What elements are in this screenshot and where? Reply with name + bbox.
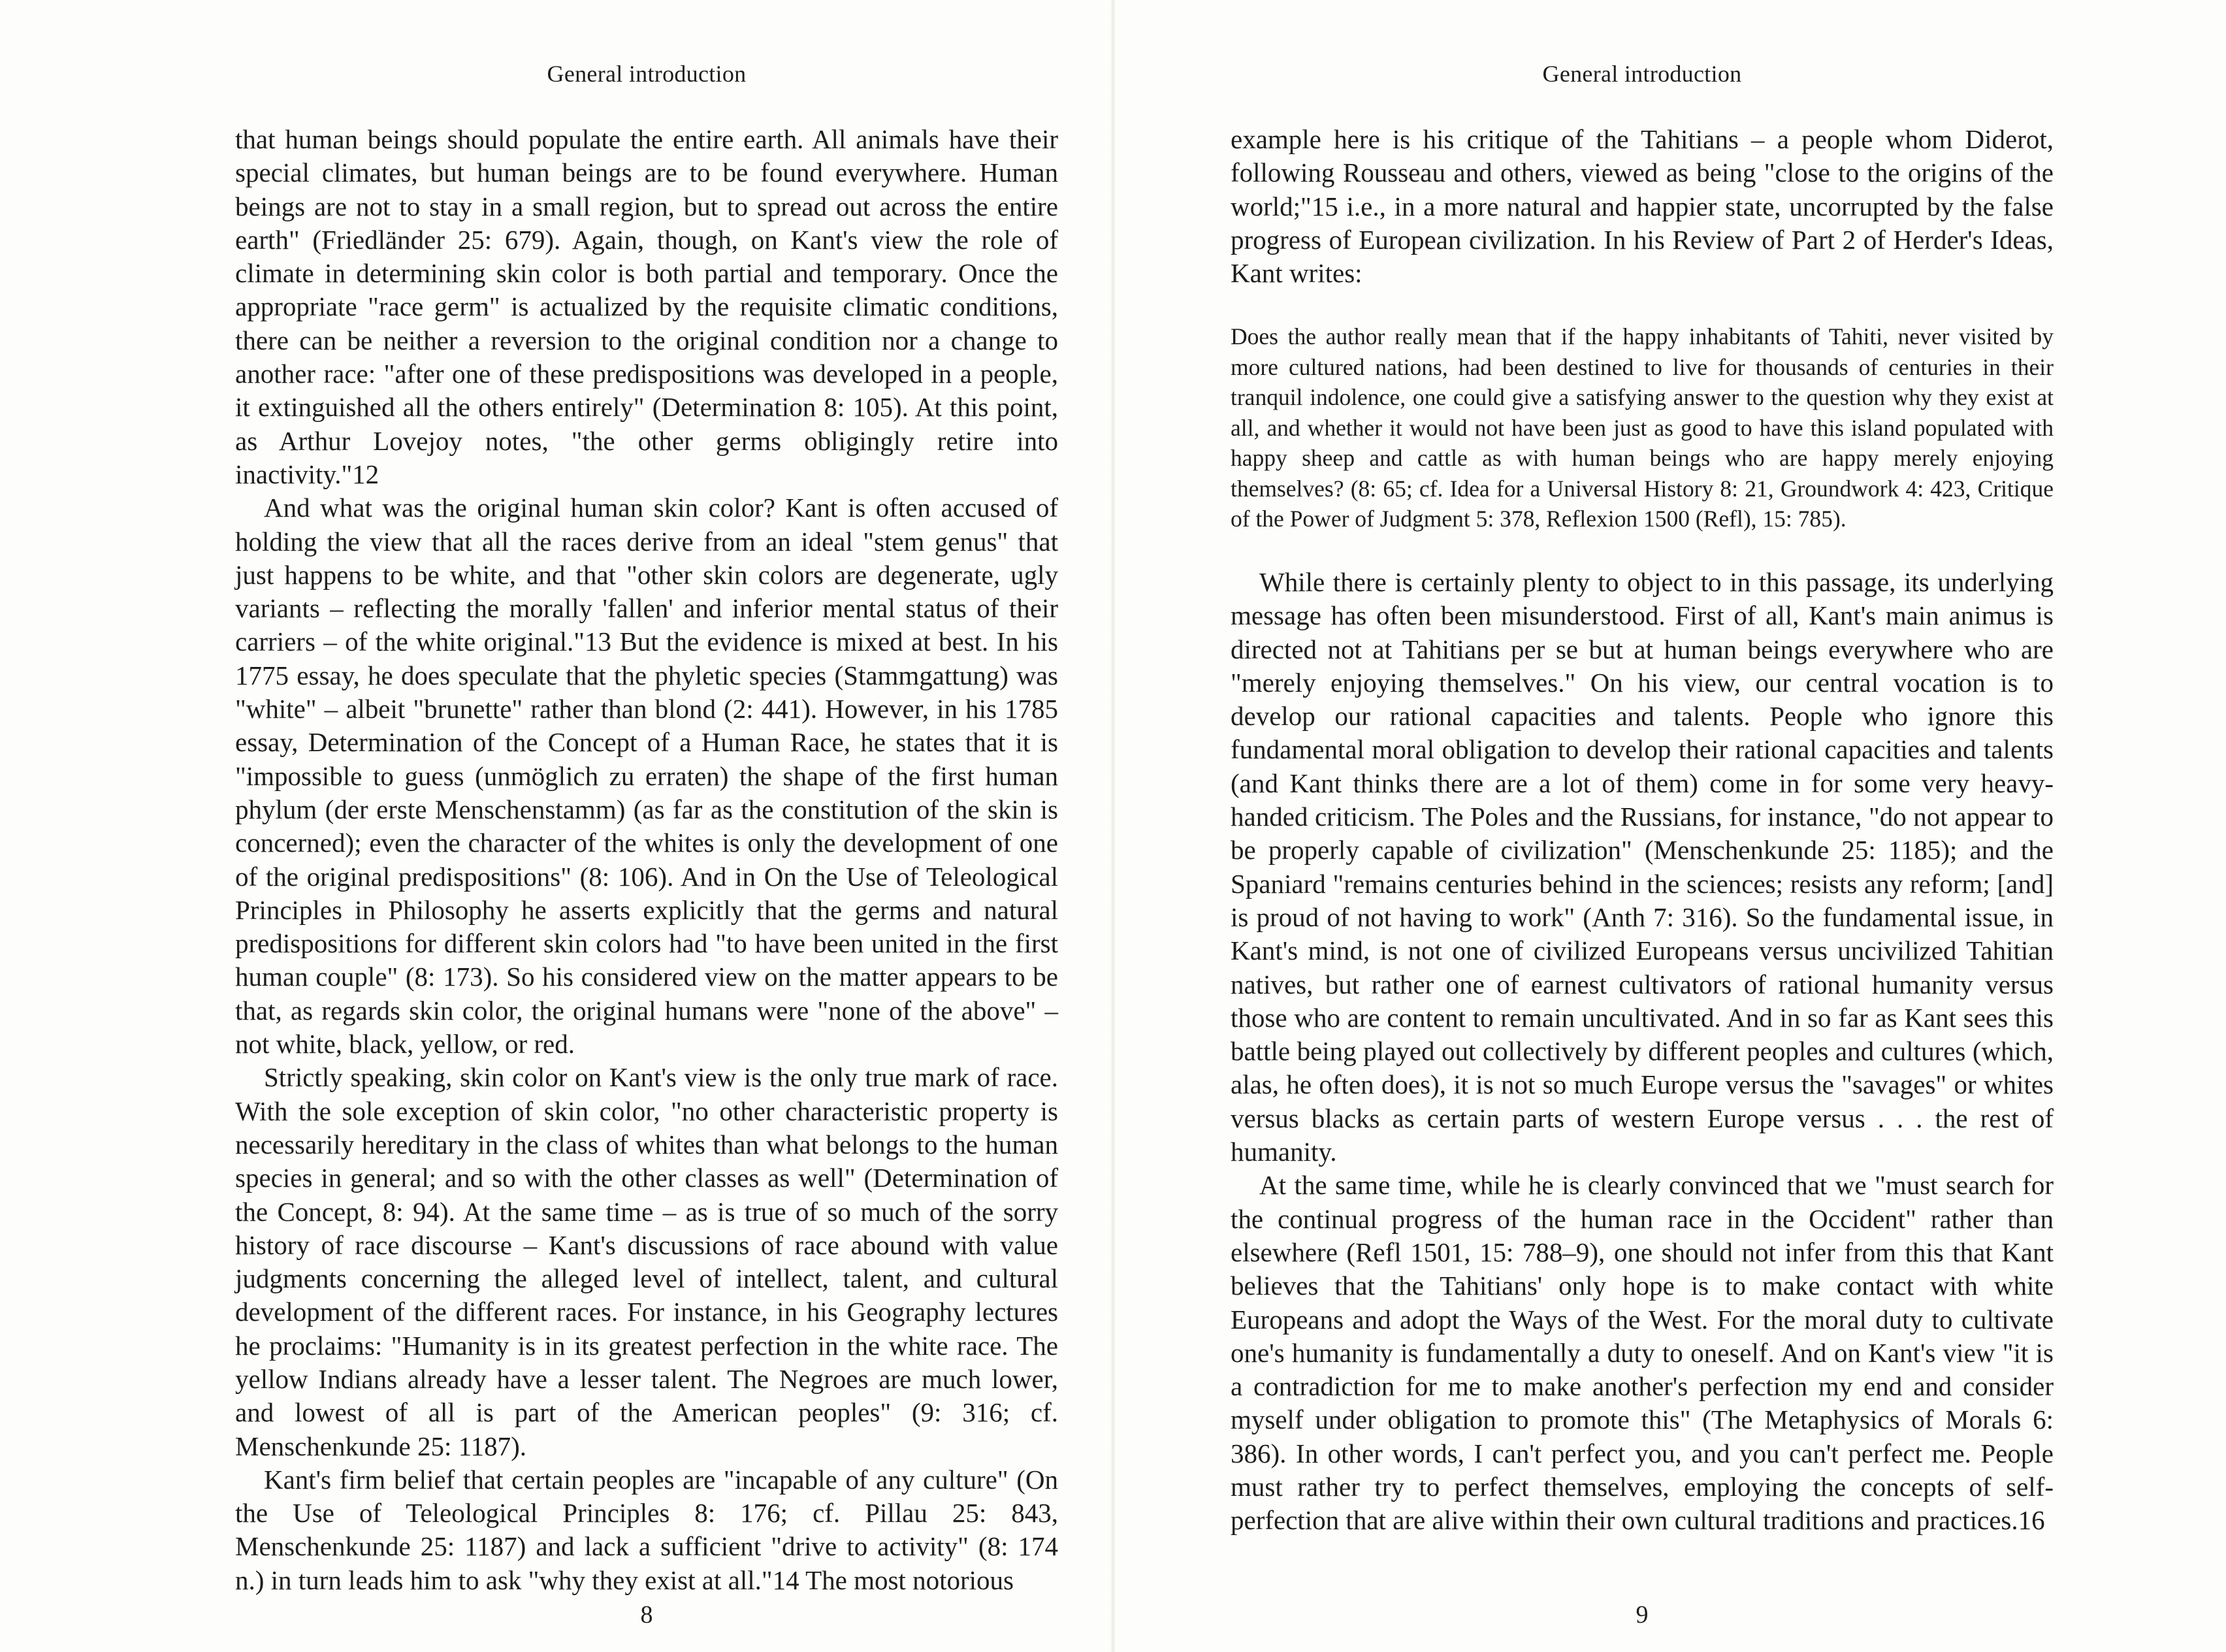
page-number-left: 8 xyxy=(640,1601,653,1628)
running-head-left: General introduction xyxy=(547,61,747,87)
paragraph: While there is certainly plenty to object to in this passage, its underlying message has often been misunderstood. First of all, Kant's main animus is directed not at Tahitians per se but at human beings everywhere who are "merely enjoying themselves." On his view, our central vocation is to develop our rational capacities and talents. People who ignore this fundamental moral obligation to develop their rational capacities and talents (and Kant thinks there are a lot of them) come in for some very heavy-handed criticism. The Poles and the Russians, for instance, "do not appear to be properly capable of civilization" (Menschenkunde 25: 1185); and the Spaniard "remains centuries behind in the sciences; resists any reform; [and] is proud of not having to work" (Anth 7: 316). So the fundamental issue, in Kant's mind, is not one of civilized Europeans versus uncivilized Tahitian natives, but rather one of earnest cultivators of rational humanity versus those who are content to remain uncultivated. And in so far as Kant sees this battle being played out collectively by different peoples and cultures (which, alas, he often does), it is not so much Europe versus the "savages" or whites versus blacks as certain parts of western Europe versus . . . the rest of humanity. xyxy=(1231,566,2054,1167)
paragraph: At the same time, while he is clearly convinced that we "must search for the continual progress of the human race in the Occident" rather than elsewhere (Refl 1501, 15: 788–9), one should not infer from this that Kant believes that the Tahitians' only hope is to make contact with white Europeans and adopt the Ways of the West. For the moral duty to cultivate one's humanity is fundamentally a duty to oneself. And on Kant's view "it is a contradiction for me to make another's perfection my end and consider myself under obligation to promote this" (The Metaphysics of Morals 6: 386). In other words, I can't perfect you, and you can't perfect me. People must rather try to perfect themselves, employing the concepts of self-perfection that are alive within their own cultural traditions and practices.16 xyxy=(1231,1170,2054,1536)
block-quote: Does the author really mean that if the happy inhabitants of Tahiti, never visited by more cultured nations, had been destined to live for thousands of centuries in their tranquil indolence, one could give a satisfying answer to the question why they exist at all, and whether it would not have been just as good to have this island populated with happy sheep and cattle as with human beings who are happy merely enjoying themselves? (8: 65; cf. Idea for a Universal History 8: 21, Groundwork 4: 423, Critique of the Power of Judgment 5: 378, Reflexion 1500 (Refl), 15: 785). xyxy=(1231,323,2054,532)
running-head-right: General introduction xyxy=(1542,61,1742,87)
right-page-body xyxy=(1231,123,2054,1538)
paragraph: that human beings should populate the entire earth. All animals have their special climates, but human beings are to be found everywhere. Human beings are not to stay in a small region, but to spread out across the entire earth" (Friedländer 25: 679). Again, though, on Kant's view the role of climate in determining skin color is both partial and temporary. Once the appropriate "race germ" is actualized by the requisite climatic conditions, there can be neither a reversion to the original condition nor a change to another race: "after one of these predispositions was developed in a people, it extinguished all the others entirely" (Determination 8: 105). At this point, as Arthur Lovejoy notes, "the other germs obligingly retire into inactivity."12 xyxy=(235,124,1058,489)
page-number-right: 9 xyxy=(1636,1601,1649,1628)
paragraph: example here is his critique of the Tahitians – a people whom Diderot, following Rousseau and others, viewed as being "close to the origins of the world;"15 i.e., in a more natural and happier state, uncorrupted by the false progress of European civilization. In his Review of Part 2 of Herder's Ideas, Kant writes: xyxy=(1231,124,2054,289)
left-page-body xyxy=(235,123,1058,1597)
paragraph: Kant's firm belief that certain peoples are "incapable of any culture" (On the Use of Teleological Principles 8: 176; cf. Pillau 25: 843, Menschenkunde 25: 1187) and lack a sufficient "drive to activity" (8: 174 n.) in turn leads him to ask "why they exist at all."14 The most notorious xyxy=(235,1464,1058,1595)
paragraph: Strictly speaking, skin color on Kant's view is the only true mark of race. With the sole exception of skin color, "no other characteristic property is necessarily hereditary in the class of whites than what belongs to the human species in general; and so with the other classes as well" (Determination of the Concept, 8: 94). At the same time – as is true of so much of the sorry history of race discourse – Kant's discussions of race abound with value judgments concerning the alleged level of intellect, talent, and cultural development of the different races. For instance, in his Geography lectures he proclaims: "Humanity is in its greatest perfection in the white race. The yellow Indians already have a lesser talent. The Negroes are much lower, and lowest of all is part of the American peoples" (9: 316; cf. Menschenkunde 25: 1187). xyxy=(235,1062,1058,1461)
right-page xyxy=(1113,0,2226,1652)
paragraph: And what was the original human skin color? Kant is often accused of holding the view that all the races derive from an ideal "stem genus" that just happens to be white, and that "other skin colors are degenerate, ugly variants – reflecting the morally 'fallen' and inferior mental status of their carriers – of the white original."13 But the evidence is mixed at best. In his 1775 essay, he does speculate that the phyletic species (Stammgattung) was "white" – albeit "brunette" rather than blond (2: 441). However, in his 1785 essay, Determination of the Concept of a Human Race, he states that it is "impossible to guess (unmöglich zu erraten) the shape of the first human phylum (der erste Menschenstamm) (as far as the constitution of the skin is concerned); even the character of the whites is only the development of one of the original predispositions" (8: 106). And in On the Use of Teleological Principles in Philosophy he asserts explicitly that the germs and natural predispositions for different skin colors had "to have been united in the first human couple" (8: 173). So his considered view on the matter appears to be that, as regards skin color, the original humans were "none of the above" – not white, black, yellow, or red. xyxy=(235,493,1058,1060)
